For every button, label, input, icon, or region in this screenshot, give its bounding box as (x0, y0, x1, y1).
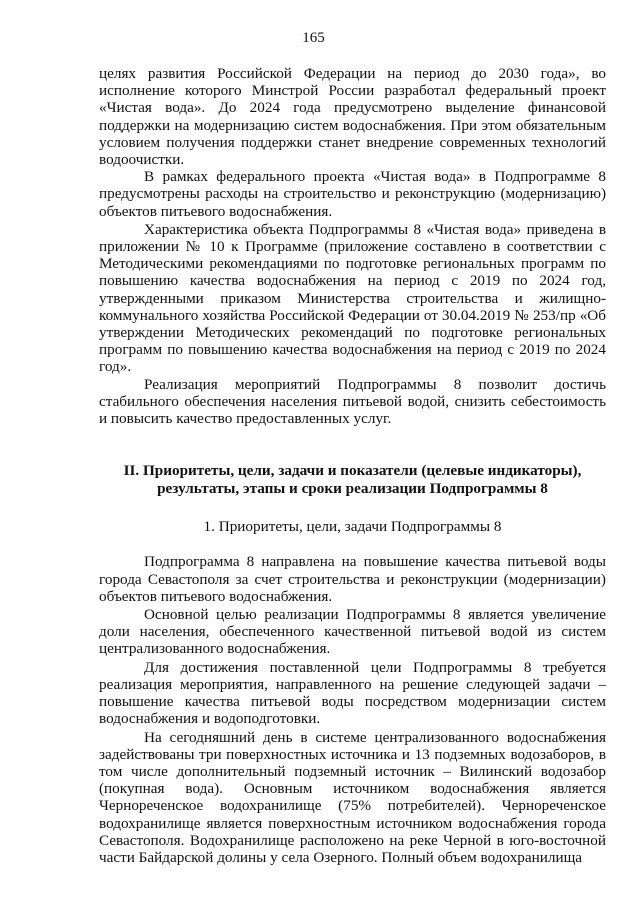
subsection-heading: 1. Приоритеты, цели, задачи Подпрограммы 8 (203, 518, 502, 536)
paragraph: Основной целью реализации Подпрограммы 8 является увеличение доли населения, обеспеченного качественной питьевой водой из систем централизованного водоснабжения. (99, 606, 606, 658)
section-heading: II. Приоритеты, цели, задачи и показатели (целевые индикаторы), результаты, этапы и сроки реализации Подпрограммы 8 (123, 462, 582, 498)
paragraph: На сегодняшний день в системе централизованного водоснабжения задействованы три поверхностных источника и 13 подземных водозаборов, в том числе дополнительный подземный источник – Вилинский водозабор (покупная вода). Основным источником водоснабжения является Чернореченское водохранилище (75% потребителей). Чернореченское водохранилище является поверхностным источником водоснабжения города Севастополя. Водохранилище расположено на реке Черной в юго-восточной части Байдарской долины у села Озерного. Полный объем водохранилища (99, 728, 606, 866)
paragraph: Для достижения поставленной цели Подпрограммы 8 требуется реализация мероприятия, направленного на решение следующей задачи – повышение качества питьевой воды посредством модернизации систем водоснабжения и водоподготовки. (99, 658, 606, 728)
paragraph: Характеристика объекта Подпрограммы 8 «Чистая вода» приведена в приложении № 10 к Программе (приложение составлено в соответствии с Методическими рекомендациями по подготовке региональных программ по повышению качества водоснабжения на период с 2019 по 2024 год, утвержденными приказом Министерства строительства и жилищно-коммунального хозяйства Российской Федерации от 30.04.2019 № 253/пр «Об утверждении Методических рекомендаций по подготовке региональных программ по повышению качества водоснабжения на период с 2019 по 2024 год». (99, 220, 606, 376)
page-body (99, 65, 606, 866)
paragraph: целях развития Российской Федерации на период до 2030 года», во исполнение которого Минстрой России разработал федеральный проект «Чистая вода». До 2024 года предусмотрено выделение финансовой поддержки на модернизацию систем водоснабжения. При этом обязательным условием получения поддержки станет внедрение современных технологий водоочистки. (99, 65, 606, 169)
paragraph: Реализация мероприятий Подпрограммы 8 позволит достичь стабильного обеспечения населения питьевой водой, снизить себестоимость и повысить качество предоставленных услуг. (99, 375, 606, 428)
paragraph: Подпрограмма 8 направлена на повышение качества питьевой воды города Севастополя за счет строительства и реконструкции (модернизации) объектов питьевого водоснабжения. (99, 553, 606, 605)
page-number: 165 (302, 30, 325, 46)
paragraph: В рамках федерального проекта «Чистая вода» в Подпрограмме 8 предусмотрены расходы на строительство и реконструкцию (модернизацию) объектов питьевого водоснабжения. (99, 168, 606, 220)
